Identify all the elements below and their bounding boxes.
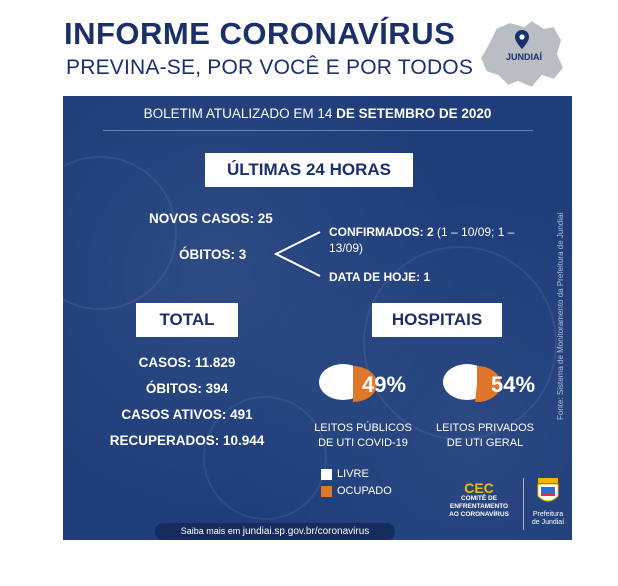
private-beds-caption [425, 421, 545, 451]
jundiai-map-icon [474, 14, 566, 92]
total-deaths: ÓBITOS: 394 [145, 381, 229, 396]
confirmed-detail: (1 – 10/09; 1 – [433, 225, 515, 239]
legend-occupied-label: OCUPADO [337, 485, 392, 497]
bracket-icon [272, 229, 322, 279]
footer-prefix: Saiba mais em [180, 526, 243, 536]
footer-url[interactable]: jundiai.sp.gov.br/coronavirus [242, 526, 370, 537]
hospitals-heading: HOSPITAIS [372, 303, 502, 337]
private-beds-line2: DE UTI GERAL [446, 437, 524, 449]
public-beds-percent: 49% [362, 372, 407, 397]
cec-logo [438, 481, 520, 519]
confirmed [329, 225, 514, 239]
public-beds-line2: DE UTI COVID-19 [318, 437, 408, 449]
footer-link[interactable] [155, 526, 395, 537]
divider [103, 130, 533, 131]
total-recovered: RECUPERADOS: 10.944 [109, 433, 265, 448]
today-count: DATA DE HOJE: 1 [329, 270, 431, 284]
cec-line2: ENFRENTAMENTO [449, 503, 509, 510]
bulletin-date [63, 106, 572, 121]
page-title: INFORME CORONAVÍRUS [64, 16, 456, 51]
cec-line1: COMITÊ DE [460, 495, 498, 502]
private-beds-line1: LEITOS PRIVADOS [435, 422, 534, 434]
last24-heading: ÚLTIMAS 24 HORAS [205, 153, 413, 187]
cec-abbr: CEC [464, 480, 494, 496]
map-label: JUNDIAÍ [505, 52, 543, 62]
deaths-24h: ÓBITOS: 3 [179, 247, 247, 262]
bulletin-prefix: BOLETIM ATUALIZADO EM 14 [143, 106, 337, 121]
bulletin-panel [63, 96, 572, 540]
prefeitura-line1: Prefeitura [532, 511, 564, 518]
prefeitura-logo [526, 476, 570, 527]
bulletin-date-bold: DE SETEMBRO DE 2020 [336, 106, 492, 121]
cec-line3: AO CORONAVÍRUS [449, 511, 509, 518]
legend-free-swatch [321, 469, 332, 480]
public-beds-caption [303, 421, 423, 451]
legend-occupied-swatch [321, 486, 332, 497]
total-heading: TOTAL [136, 303, 238, 337]
data-source: Fonte: Sistema de Monitoramento da Prefeitura de Jundiaí [556, 212, 565, 420]
new-cases: NOVOS CASOS: 25 [149, 211, 273, 226]
confirmed-label: CONFIRMADOS: 2 [329, 225, 434, 239]
total-active: CASOS ATIVOS: 491 [121, 407, 253, 422]
prefeitura-line2: de Jundiaí [531, 519, 565, 526]
private-beds-percent: 54% [491, 372, 536, 397]
legend-free-label: LIVRE [337, 468, 369, 480]
logo-divider [523, 478, 524, 530]
confirmed-detail-2: 13/09) [329, 241, 364, 255]
page-subtitle: PREVINA-SE, POR VOCÊ E POR TODOS [66, 56, 474, 79]
total-cases: CASOS: 11.829 [138, 355, 236, 370]
city-crest-icon [535, 476, 561, 506]
public-beds-line1: LEITOS PÚBLICOS [314, 422, 412, 434]
